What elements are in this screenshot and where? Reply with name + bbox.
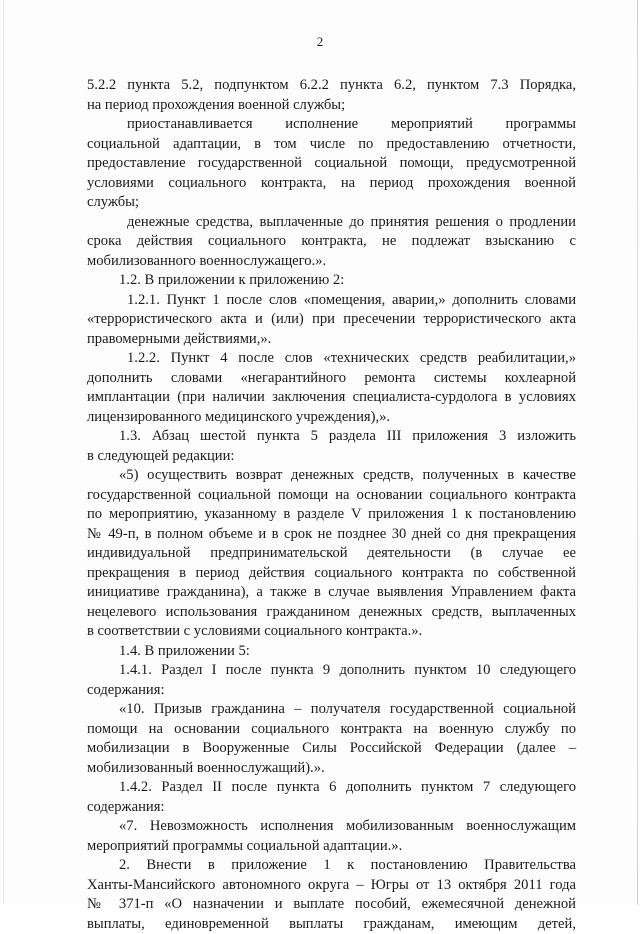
- document-body: [87, 76, 576, 934]
- text-line: «5) осуществить возврат денежных средств, полученных в качестве: [87, 466, 576, 486]
- text-line: мобилизованного военнослужащего.».: [87, 252, 576, 272]
- text-line: № 371-п «О назначении и выплате пособий, ежемесячной денежной: [87, 895, 576, 915]
- text-line: 1.3. Абзац шестой пункта 5 раздела III приложения 3 изложить: [87, 427, 576, 447]
- text-line: выплаты, единовременной выплаты гражданам, имеющим детей,: [87, 915, 576, 934]
- text-line: приостанавливается исполнение мероприятий программы: [87, 115, 576, 135]
- text-line: в следующей редакции:: [87, 447, 576, 467]
- text-line: по мероприятию, указанному в разделе V приложения 1 к постановлению: [87, 505, 576, 525]
- text-line: 5.2.2 пункта 5.2, подпунктом 6.2.2 пункта 6.2, пунктом 7.3 Порядка,: [87, 76, 576, 96]
- text-line: мероприятий программы социальной адаптации.».: [87, 837, 576, 857]
- text-line: лицензированного медицинского учреждения),».: [87, 408, 576, 428]
- text-line: социальной адаптации, в том числе по предоставлению отчетности,: [87, 135, 576, 155]
- text-line: помощи на основании социального контракта на военную службу по: [87, 720, 576, 740]
- text-line: правомерными действиями,».: [87, 330, 576, 350]
- text-line: нецелевого использования гражданином денежных средств, выплаченных: [87, 603, 576, 623]
- text-line: имплантации (при наличии заключения специалиста-сурдолога в условиях: [87, 388, 576, 408]
- text-line: инициативе гражданина), а также в случае выявления Управлением факта: [87, 583, 576, 603]
- text-line: «10. Призыв гражданина – получателя государственной социальной: [87, 700, 576, 720]
- page-number: 2: [0, 34, 640, 50]
- text-line: условиями социального контракта, на период прохождения военной: [87, 174, 576, 194]
- text-line: «террористического акта и (или) при пресечении террористического акта: [87, 310, 576, 330]
- text-line: 1.4. В приложении 5:: [87, 642, 576, 662]
- text-line: «7. Невозможность исполнения мобилизованным военнослужащим: [87, 817, 576, 837]
- text-line: государственной социальной помощи на основании социального контракта: [87, 486, 576, 506]
- text-line: Ханты-Мансийского автономного округа – Югры от 13 октября 2011 года: [87, 876, 576, 896]
- text-line: прекращения в период действия социального контракта по собственной: [87, 564, 576, 584]
- text-line: в соответствии с условиями социального контракта.».: [87, 622, 576, 642]
- text-line: 1.4.1. Раздел I после пункта 9 дополнить пунктом 10 следующего: [87, 661, 576, 681]
- text-line: 1.2. В приложении к приложению 2:: [87, 271, 576, 291]
- text-line: срока действия социального контракта, не подлежат взысканию с: [87, 232, 576, 252]
- text-line: 1.2.2. Пункт 4 после слов «технических средств реабилитации,»: [87, 349, 576, 369]
- text-line: дополнить словами «негарантийного ремонта системы кохлеарной: [87, 369, 576, 389]
- text-line: службы;: [87, 193, 576, 213]
- text-line: индивидуальной предпринимательской деятельности (в случае ее: [87, 544, 576, 564]
- text-line: 2. Внести в приложение 1 к постановлению Правительства: [87, 856, 576, 876]
- text-line: содержания:: [87, 798, 576, 818]
- scan-edge-left: [3, 0, 4, 905]
- text-line: на период прохождения военной службы;: [87, 96, 576, 116]
- scan-edge-right: [637, 0, 638, 905]
- text-line: мобилизованный военнослужащий).».: [87, 759, 576, 779]
- text-line: № 49-п, в полном объеме и в срок не позднее 30 дней со дня прекращения: [87, 525, 576, 545]
- text-line: 1.4.2. Раздел II после пункта 6 дополнить пунктом 7 следующего: [87, 778, 576, 798]
- text-line: предоставление государственной социальной помощи, предусмотренной: [87, 154, 576, 174]
- text-line: мобилизации в Вооруженные Силы Российской Федерации (далее –: [87, 739, 576, 759]
- text-line: содержания:: [87, 681, 576, 701]
- text-line: 1.2.1. Пункт 1 после слов «помещения, аварии,» дополнить словами: [87, 291, 576, 311]
- text-line: денежные средства, выплаченные до принятия решения о продлении: [87, 213, 576, 233]
